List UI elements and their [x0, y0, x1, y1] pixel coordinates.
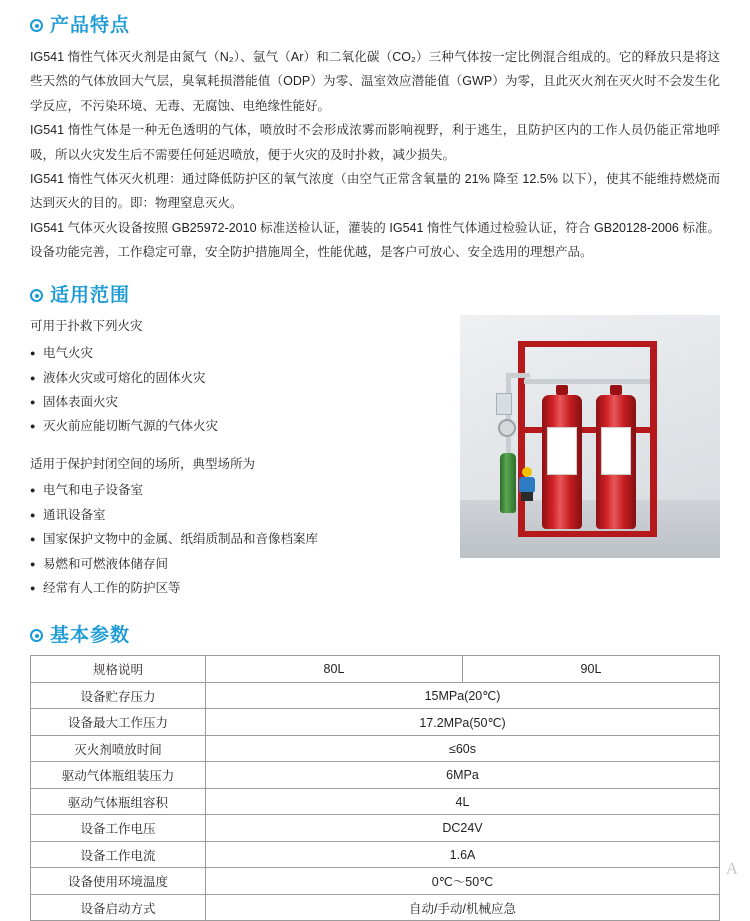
table-row [31, 815, 720, 842]
manifold-pipe [524, 379, 650, 384]
scope-lead-2: 适用于保护封闭空间的场所，典型场所为 [30, 456, 256, 471]
row-label: 设备启动方式 [31, 894, 206, 921]
table-row [31, 682, 720, 709]
table-row [31, 735, 720, 762]
row-label: 驱动气体瓶组装压力 [31, 762, 206, 789]
page-corner-mark: A [725, 859, 738, 878]
section-header-scope [30, 286, 720, 305]
column-header-spec: 规格说明 [31, 656, 206, 683]
worker-head [522, 467, 532, 477]
table-row [31, 868, 720, 895]
row-value: 17.2MPa(50℃) [206, 709, 720, 736]
frame-bar-bottom [518, 531, 657, 537]
photo-floor [460, 500, 720, 558]
table-row [31, 788, 720, 815]
row-value: 1.6A [206, 841, 720, 868]
row-value: 6MPa [206, 762, 720, 789]
scope-image-column [460, 315, 720, 558]
section-header-features [30, 16, 720, 35]
section-features [30, 16, 720, 264]
scope-content [30, 315, 720, 600]
section-title-scope: 适用范围 [50, 285, 131, 307]
section-title-features: 产品特点 [50, 15, 131, 36]
bullet-ring-icon [30, 629, 43, 642]
row-label: 设备使用环境温度 [31, 868, 206, 895]
column-header-90l: 90L [462, 656, 719, 683]
row-value: 0℃～50℃ [206, 868, 720, 895]
cylinder-label-left [547, 427, 577, 475]
bullet-ring-icon [30, 19, 43, 32]
pressure-gauge-icon [498, 419, 516, 437]
section-header-params [30, 626, 720, 645]
scope-list-1 [30, 341, 442, 439]
worker-figure [518, 467, 536, 501]
table-row [31, 841, 720, 868]
feature-paragraph-1: IG541 惰性气体灭火剂是由氮气（N₂）、氩气（Ar）和二氧化碳（CO₂）三种气体按一定比例混合组成的。它的释放只是将这些天然的气体放回大气层，臭氧耗损潜能值（ODP）为零、温室效应潜能值（GWP）为零，且此灭火剂在灭火时不会发生化学反应，不污染环境、无毒、无腐蚀、电绝缘性能好。 [30, 50, 720, 113]
row-label: 灭火剂喷放时间 [31, 735, 206, 762]
scope-text-column [30, 315, 442, 600]
column-header-80l: 80L [206, 656, 463, 683]
list-item: ● 电气火灾 [30, 341, 442, 365]
worker-body [519, 477, 535, 493]
frame-post-right [650, 341, 657, 537]
feature-paragraph-4: IG541 气体灭火设备按照 GB25972-2010 标准送检认证，灌装的 IG541 惰性气体通过检验认证，符合 GB20128-2006 标准。设备功能完善，工作稳定可靠，安全防护措施周全，性能优越，是客户可放心、安全选用的理想产品。 [30, 220, 720, 259]
bullet-ring-icon [30, 289, 43, 302]
list-item: ● 灭火前应能切断气源的气体火灾 [30, 414, 442, 438]
frame-post-left [518, 341, 525, 537]
row-label: 设备工作电流 [31, 841, 206, 868]
section-title-params: 基本参数 [50, 625, 131, 647]
list-item: ● 易燃和可燃液体储存间 [30, 552, 442, 576]
worker-legs [521, 492, 533, 501]
row-value: 4L [206, 788, 720, 815]
section-scope [30, 286, 720, 600]
frame-bar-mid [518, 427, 657, 433]
feature-paragraph-3: IG541 惰性气体灭火机理：通过降低防护区的氧气浓度（由空气正常含氧量的 21% 降至 12.5% 以下），使其不能维持燃烧而达到灭火的目的。即：物理窒息灭火。 [30, 171, 720, 211]
scope-lead-1: 可用于扑救下列火灾 [30, 319, 143, 334]
list-item: ● 通讯设备室 [30, 503, 442, 527]
starter-bottle [500, 453, 516, 513]
table-header-row [31, 656, 720, 683]
row-label: 设备贮存压力 [31, 682, 206, 709]
valve-box [496, 393, 512, 415]
row-value: ≤60s [206, 735, 720, 762]
spacer [30, 439, 442, 453]
list-item: ● 经常有人工作的防护区等 [30, 576, 442, 600]
scope-list-2 [30, 478, 442, 600]
params-table [30, 655, 720, 921]
cylinder-neck-left [556, 385, 568, 395]
list-item: ● 固体表面火灾 [30, 390, 442, 414]
row-value: 自动/手动/机械应急 [206, 894, 720, 921]
cylinder-neck-right [610, 385, 622, 395]
row-value: DC24V [206, 815, 720, 842]
frame-bar-top [518, 341, 657, 347]
row-label: 设备最大工作压力 [31, 709, 206, 736]
list-item: ● 国家保护文物中的金属、纸绢质制品和音像档案库 [30, 527, 442, 551]
product-photo [460, 315, 720, 558]
row-value: 15MPa(20℃) [206, 682, 720, 709]
list-item: ● 电气和电子设备室 [30, 478, 442, 502]
feature-paragraph-2: IG541 惰性气体是一种无色透明的气体，喷放时不会形成浓雾而影响视野，利于逃生，且防护区内的工作人员仍能正常地呼吸，所以火灾发生后不需要任何延迟喷放，便于火灾的及时扑救，减少损失。 [30, 123, 720, 162]
table-row [31, 894, 720, 921]
table-row [31, 709, 720, 736]
row-label: 设备工作电压 [31, 815, 206, 842]
section-params [30, 626, 720, 921]
cylinder-label-right [601, 427, 631, 475]
table-row [31, 762, 720, 789]
list-item: ● 液体火灾或可熔化的固体火灾 [30, 366, 442, 390]
branch-pipe [506, 373, 530, 378]
row-label: 驱动气体瓶组容积 [31, 788, 206, 815]
